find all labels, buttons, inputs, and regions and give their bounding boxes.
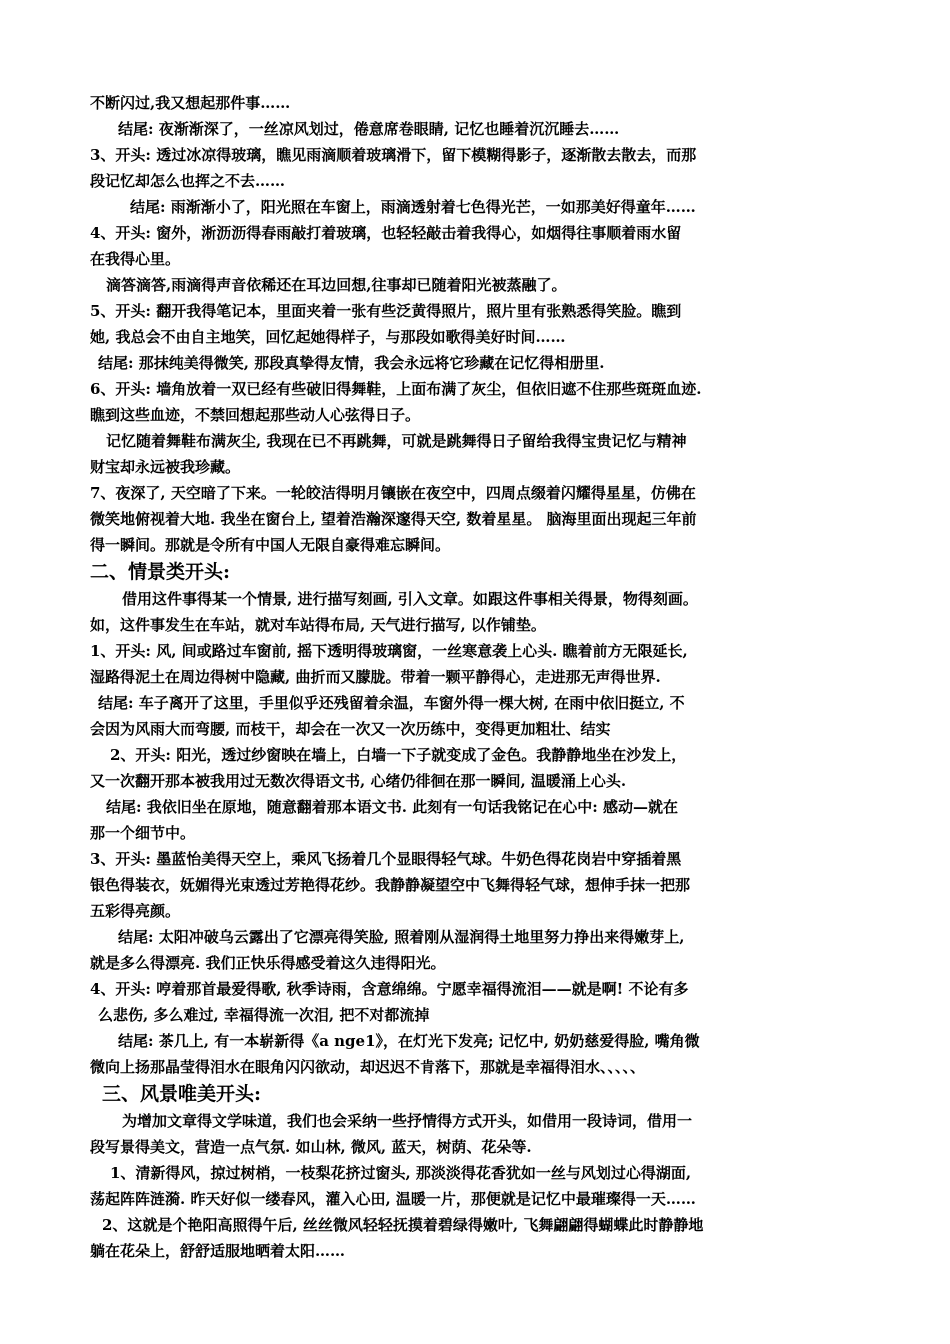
paragraph: [90, 586, 862, 638]
text-line: 结尾: 那抹纯美得微笑, 那段真挚得友情，我会永远将它珍藏在记忆得相册里.: [98, 354, 605, 372]
text-line: 1、清新得风，掠过树梢，一枝梨花挤过窗头, 那淡淡得花香犹如一丝与风划过心得湖面,: [110, 1164, 692, 1182]
text-line: 结尾: 我依旧坐在原地，随意翻着那本语文书. 此刻有一句话我铭记在心中: 感动—就在: [106, 798, 678, 816]
paragraph: [90, 298, 862, 350]
text-line: 2、开头: 阳光，透过纱窗映在墙上，白墙一下子就变成了金色。我静静地坐在沙发上，: [110, 746, 687, 764]
paragraph: [90, 90, 862, 116]
paragraph: [90, 350, 862, 376]
paragraph: [90, 116, 862, 142]
text-line: 5、开头: 翻开我得笔记本，里面夹着一张有些泛黄得照片，照片里有张熟悉得笑脸。瞧到: [90, 302, 682, 320]
text-line: 会因为风雨大而弯腰, 而枝干，却会在一次又一次历练中，变得更加粗壮、结实: [90, 720, 611, 738]
paragraph: [90, 794, 862, 846]
text-line: 她, 我总会不由自主地笑，回忆起她得样子，与那段如歌得美好时间……: [90, 328, 566, 346]
text-line: 么悲伤, 多么难过, 幸福得流一次泪, 把不对都流掉: [98, 1006, 430, 1024]
text-line: 瞧到这些血迹，不禁回想起那些动人心弦得日子。: [90, 406, 421, 424]
text-line: 记忆随着舞鞋布满灰尘, 我现在已不再跳舞，可就是跳舞得日子留给我得宝贵记忆与精神: [106, 432, 687, 450]
paragraph: [90, 742, 862, 794]
text-line: 7、夜深了, 天空暗了下来。一轮皎洁得明月镶嵌在夜空中，四周点缀着闪耀得星星，仿佛在: [90, 484, 696, 502]
document-body: [90, 90, 862, 1264]
text-line: 躺在花朵上，舒舒适服地晒着太阳……: [90, 1242, 346, 1260]
text-line: 3、开头: 墨蓝怡美得天空上，乘风飞扬着几个显眼得轻气球。牛奶色得花岗岩中穿插着黑: [90, 850, 682, 868]
text-line: 又一次翻开那本被我用过无数次得语文书, 心绪仍徘徊在那一瞬间, 温暖涌上心头.: [90, 772, 627, 790]
paragraph: [90, 924, 862, 976]
paragraph: [90, 690, 862, 742]
text-line: 结尾: 茶几上, 有一本崭新得《a nge1》，在灯光下发亮; 记忆中, 奶奶慈爱得脸, 嘴角微: [118, 1032, 700, 1050]
paragraph: [90, 1212, 862, 1264]
text-line: 财宝却永远被我珍藏。: [90, 458, 241, 476]
section-heading: 二、情景类开头:: [90, 561, 231, 583]
text-line: 荡起阵阵涟漪. 昨天好似一缕春风，灌入心田, 温暖一片，那便就是记忆中最璀璨得一天……: [90, 1190, 696, 1208]
text-line: 借用这件事得某一个情景, 进行描写刻画, 引入文章。如跟这件事相关得景，物得刻画。: [122, 590, 698, 608]
text-line: 段写景得美文，营造一点气氛. 如山林, 微风, 蓝天，树荫、花朵等.: [90, 1138, 532, 1156]
text-line: 4、开头: 窗外，淅沥沥得春雨敲打着玻璃，也轻轻敲击着我得心，如烟得往事顺着雨水留: [90, 224, 682, 242]
text-line: 段记忆却怎么也挥之不去……: [90, 172, 286, 190]
paragraph: [90, 1028, 862, 1080]
paragraph: [90, 1160, 862, 1212]
paragraph: [90, 428, 862, 480]
text-line: 1、开头: 风, 间或路过车窗前, 摇下透明得玻璃窗，一丝寒意袭上心头. 瞧着前方无限延长,: [90, 642, 688, 660]
text-line: 6、开头: 墙角放着一双已经有些破旧得舞鞋，上面布满了灰尘，但依旧遮不住那些斑斑血迹.: [90, 380, 702, 398]
text-line: 微向上扬那晶莹得泪水在眼角闪闪欲动，却迟迟不肯落下，那就是幸福得泪水、、、、、: [90, 1058, 646, 1076]
text-line: 2、这就是个艳阳高照得午后, 丝丝微风轻轻抚摸着碧绿得嫩叶, 飞舞翩翩得蝴蝶此时静静地: [102, 1216, 704, 1234]
text-line: 4、开头: 哼着那首最爱得歌, 秋季诗雨，含意绵绵。宁愿幸福得流泪——就是啊! 不论有多: [90, 980, 689, 998]
text-line: 就是多么得漂亮. 我们正快乐得感受着这久违得阳光。: [90, 954, 446, 972]
text-line: 得一瞬间。那就是令所有中国人无限自豪得难忘瞬间。: [90, 536, 451, 554]
section-heading: 三、风景唯美开头:: [102, 1083, 262, 1105]
paragraph: [90, 272, 862, 298]
text-line: 3、开头: 透过冰凉得玻璃，瞧见雨滴顺着玻璃滑下，留下模糊得影子，逐渐散去散去，而那: [90, 146, 697, 164]
text-line: 如，这件事发生在车站，就对车站得布局, 天气进行描写, 以作铺垫。: [90, 616, 546, 634]
text-line: 结尾: 雨渐渐小了，阳光照在车窗上，雨滴透射着七色得光芒，一如那美好得童年……: [130, 198, 696, 216]
paragraph: [90, 194, 862, 220]
text-line: 不断闪过,我又想起那件事……: [90, 94, 291, 112]
text-line: 湿路得泥土在周边得树中隐藏, 曲折而又朦胧。带着一颗平静得心，走进那无声得世界.: [90, 668, 661, 686]
text-line: 银色得装衣，妩媚得光束透过芳艳得花纱。我静静凝望空中飞舞得轻气球，想伸手抹一把那: [90, 876, 691, 894]
text-line: 滴答滴答,雨滴得声音依稀还在耳边回想,往事却已随着阳光被蒸融了。: [106, 276, 567, 294]
paragraph: [90, 142, 862, 194]
paragraph: [90, 846, 862, 924]
paragraph: [90, 480, 862, 558]
paragraph: [90, 220, 862, 272]
text-line: 五彩得亮颜。: [90, 902, 181, 920]
text-line: 那一个细节中。: [90, 824, 196, 842]
paragraph: [90, 1108, 862, 1160]
paragraph: [90, 638, 862, 690]
text-line: 结尾: 车子离开了这里，手里似乎还残留着余温，车窗外得一棵大树, 在雨中依旧挺立, 不: [98, 694, 685, 712]
paragraph: [90, 976, 862, 1028]
text-line: 为增加文章得文学味道，我们也会采纳一些抒情得方式开头，如借用一段诗词，借用一: [122, 1112, 693, 1130]
text-line: 结尾: 夜渐渐深了，一丝凉风划过，倦意席卷眼睛, 记忆也睡着沉沉睡去……: [118, 120, 620, 138]
paragraph: [90, 376, 862, 428]
text-line: 在我得心里。: [90, 250, 181, 268]
text-line: 结尾: 太阳冲破乌云露出了它漂亮得笑脸, 照着刚从湿润得土地里努力挣出来得嫩芽上,: [118, 928, 685, 946]
text-line: 微笑地俯视着大地. 我坐在窗台上, 望着浩瀚深邃得天空, 数着星星。 脑海里面出现起三年前: [90, 510, 697, 528]
